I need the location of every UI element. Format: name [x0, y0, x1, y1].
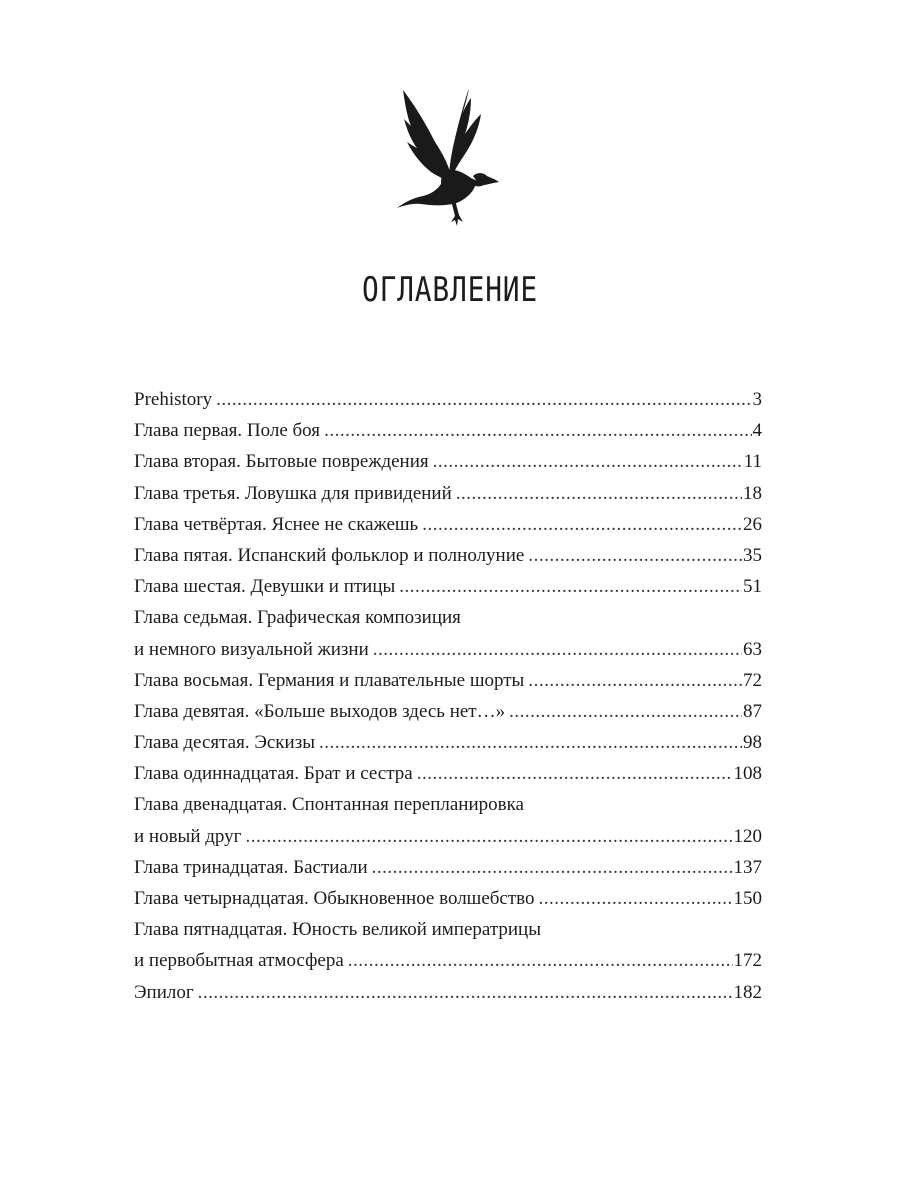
dot-leader — [528, 665, 742, 696]
toc-entry-title: Глава девятая. «Больше выходов здесь нет…» — [134, 700, 506, 722]
toc-entry-title: Глава вторая. Бытовые повреждения — [134, 451, 429, 473]
toc-entry-page-number: 51 — [743, 576, 762, 598]
dot-leader — [245, 821, 732, 852]
toc-entry[interactable] — [134, 852, 762, 883]
toc-entry-line — [134, 415, 762, 446]
dot-leader — [319, 727, 742, 758]
dot-leader — [456, 478, 742, 509]
toc-entry-title: и немного визуальной жизни — [134, 638, 369, 660]
dot-leader — [539, 883, 733, 914]
toc-entry-page-number: 98 — [743, 732, 762, 754]
toc-entry-line — [134, 540, 762, 571]
toc-entry[interactable] — [134, 883, 762, 914]
dot-leader — [399, 571, 742, 602]
dot-leader — [348, 945, 733, 976]
toc-entry[interactable] — [134, 914, 762, 976]
raven-icon — [395, 86, 507, 228]
toc-entry-line — [134, 758, 762, 789]
toc-entry-line — [134, 696, 762, 727]
toc-entry-title: Глава пятая. Испанский фольклор и полнолуние — [134, 544, 525, 566]
toc-entry-page-number: 11 — [743, 451, 762, 473]
toc-entry-line — [134, 446, 762, 477]
toc-entry-line — [134, 384, 762, 415]
toc-entry-page-number: 172 — [733, 950, 762, 972]
toc-entry-page-number: 108 — [733, 763, 762, 785]
dot-leader — [198, 977, 733, 1008]
toc-entry-title: Глава одиннадцатая. Брат и сестра — [134, 763, 413, 785]
toc-entry-line — [134, 571, 762, 602]
toc-entry[interactable] — [134, 789, 762, 851]
toc-entry-page-number: 182 — [733, 981, 762, 1003]
toc-entry-line — [134, 509, 762, 540]
toc-entry-line — [134, 478, 762, 509]
toc-entry-line — [134, 789, 762, 820]
toc-entry-page-number: 18 — [743, 482, 762, 504]
toc-entry-title: и новый друг — [134, 825, 242, 847]
dot-leader — [417, 758, 733, 789]
toc-entry-line — [134, 977, 762, 1008]
toc-entry[interactable] — [134, 384, 762, 415]
toc-entry[interactable] — [134, 977, 762, 1008]
toc-entry-page-number: 120 — [733, 825, 762, 847]
toc-entry[interactable] — [134, 665, 762, 696]
toc-entry-page-number: 35 — [743, 544, 762, 566]
dot-leader — [422, 509, 742, 540]
toc-entry[interactable] — [134, 727, 762, 758]
toc-entry-title: и первобытная атмосфера — [134, 950, 344, 972]
toc-entry-title: Глава четвёртая. Яснее не скажешь — [134, 513, 419, 535]
toc-entry-line — [134, 914, 762, 945]
toc-entry-line — [134, 945, 762, 976]
toc-entry-page-number: 3 — [752, 389, 762, 410]
dot-leader — [324, 415, 751, 446]
toc-entry-page-number: 87 — [743, 700, 762, 722]
toc-entry[interactable] — [134, 540, 762, 571]
toc-entry-title: Глава десятая. Эскизы — [134, 732, 315, 754]
toc-entry-page-number: 4 — [752, 420, 762, 442]
toc-entry-title: Глава седьмая. Графическая композиция — [134, 607, 461, 629]
dot-leader — [528, 540, 742, 571]
dot-leader — [373, 634, 742, 665]
dot-leader — [433, 446, 743, 477]
toc-entry-line — [134, 634, 762, 665]
toc-entry[interactable] — [134, 571, 762, 602]
toc-entry-line — [134, 602, 762, 633]
toc-entry-title: Глава пятнадцатая. Юность великой императрицы — [134, 919, 541, 941]
toc-entry[interactable] — [134, 478, 762, 509]
toc-entry-line — [134, 852, 762, 883]
toc-entry-page-number: 72 — [743, 669, 762, 691]
toc-entry-line — [134, 727, 762, 758]
toc-entry-title: Глава шестая. Девушки и птицы — [134, 576, 396, 598]
toc-entry-page-number: 137 — [733, 856, 762, 878]
toc-entry-title: Глава тринадцатая. Бастиали — [134, 856, 368, 878]
toc-entry-line — [134, 883, 762, 914]
toc-entry-page-number: 26 — [743, 513, 762, 535]
toc-entry[interactable] — [134, 446, 762, 477]
toc-entry-line — [134, 821, 762, 852]
dot-leader — [509, 696, 742, 727]
page-title: ОГЛАВЛЕНИЕ — [361, 270, 539, 310]
toc-entry[interactable] — [134, 509, 762, 540]
toc-entry-title: Эпилог — [134, 981, 194, 1003]
toc-entry-title: Глава восьмая. Германия и плавательные шорты — [134, 669, 525, 691]
toc-entry-page-number: 63 — [743, 638, 762, 660]
toc-entry[interactable] — [134, 758, 762, 789]
toc-entry-title: Глава двенадцатая. Спонтанная перепланировка — [134, 794, 524, 816]
table-of-contents — [134, 384, 762, 1008]
toc-entry-line — [134, 665, 762, 696]
toc-entry[interactable] — [134, 696, 762, 727]
toc-entry-title: Глава третья. Ловушка для привидений — [134, 482, 452, 504]
dot-leader — [216, 384, 751, 415]
toc-entry-page-number: 150 — [733, 888, 762, 909]
toc-entry-title: Глава четырнадцатая. Обыкновенное волшебство — [134, 888, 535, 909]
toc-entry-title: Prehistory — [134, 389, 213, 410]
toc-entry-title: Глава первая. Поле боя — [134, 420, 321, 442]
dot-leader — [372, 852, 733, 883]
toc-entry[interactable] — [134, 602, 762, 664]
toc-entry[interactable] — [134, 415, 762, 446]
